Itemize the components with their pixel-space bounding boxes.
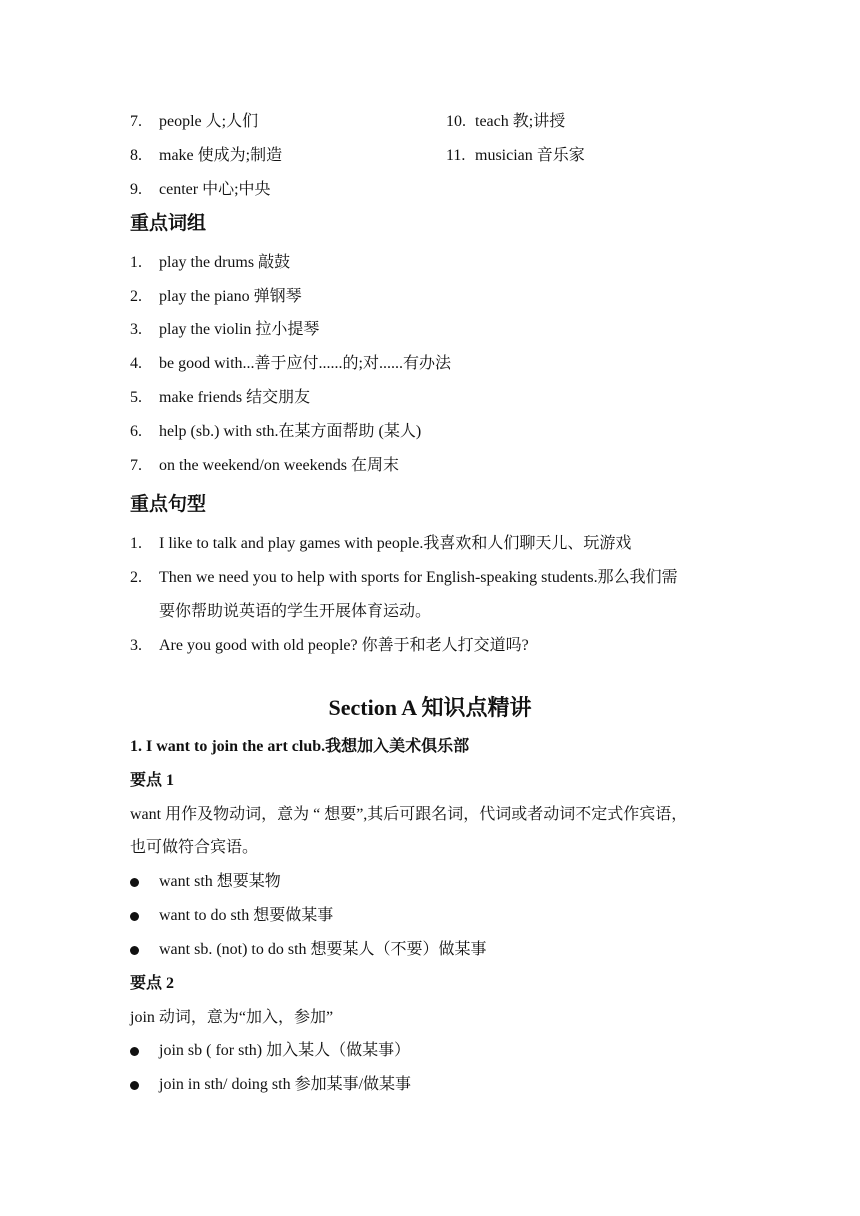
item-text: make 使成为;制造 [159,147,283,164]
paragraph-line: 也可做符合宾语。 [130,839,259,856]
item-number: 11. [446,147,466,164]
item-text: join in sth/ doing sth 参加某事/做某事 [159,1076,412,1093]
item-text: make friends 结交朋友 [159,389,311,406]
item-number: 1. [130,535,142,552]
item-number: 7. [130,457,142,474]
item-text: want to do sth 想要做某事 [159,907,334,924]
item-text: 要你帮助说英语的学生开展体育运动。 [159,603,432,620]
item-text: I like to talk and play games with people.我喜欢和人们聊天儿、玩游戏 [159,535,632,552]
item-text: musician 音乐家 [475,147,585,164]
bullet-icon [130,1081,139,1090]
item-number: 8. [130,147,142,164]
item-number: 4. [130,355,142,372]
item-text: play the piano 弹钢琴 [159,288,302,305]
bullet-icon [130,1047,139,1056]
item-number: 2. [130,288,142,305]
item-number: 3. [130,637,142,654]
item-number: 2. [130,569,142,586]
item-text: Are you good with old people? 你善于和老人打交道吗? [159,637,529,654]
bullet-icon [130,946,139,955]
phrases-heading: 重点词组 [130,212,207,234]
item-text: people 人;人们 [159,113,259,130]
item-text: want sth 想要某物 [159,873,281,890]
bullet-icon [130,912,139,921]
item-text: want sb. (not) to do sth 想要某人（不要）做某事 [159,941,487,958]
item-text: teach 教;讲授 [475,113,566,130]
item-text: play the drums 敲鼓 [159,254,291,271]
bullet-icon [130,878,139,887]
item-number: 10. [446,113,466,130]
item-text: Then we need you to help with sports for English-speaking students.那么我们需 [159,569,678,586]
item-text: on the weekend/on weekends 在周末 [159,457,399,474]
item-number: 1. [130,254,142,271]
item-number: 9. [130,181,142,198]
item-number: 7. [130,113,142,130]
item-number: 3. [130,321,142,338]
sentences-heading: 重点句型 [130,493,207,515]
item-text: center 中心;中央 [159,181,271,198]
item-text: join sb ( for sth) 加入某人（做某事） [159,1042,411,1059]
item-text: play the violin 拉小提琴 [159,321,320,338]
key-point-label: 要点 2 [130,975,175,992]
point-title: 1. I want to join the art club.我想加入美术俱乐部 [130,738,470,755]
item-text: be good with...善于应付......的;对......有办法 [159,355,451,372]
section-title: Section A 知识点精讲 [328,695,532,720]
paragraph-line: want 用作及物动词，意为 “ 想要”,其后可跟名词，代词或者动词不定式作宾语， [130,806,688,823]
key-point-label: 要点 1 [130,772,175,789]
item-number: 6. [130,423,142,440]
item-number: 5. [130,389,142,406]
item-text: help (sb.) with sth.在某方面帮助 (某人) [159,423,422,440]
paragraph-line: join 动词，意为“加入，参加” [130,1009,334,1026]
